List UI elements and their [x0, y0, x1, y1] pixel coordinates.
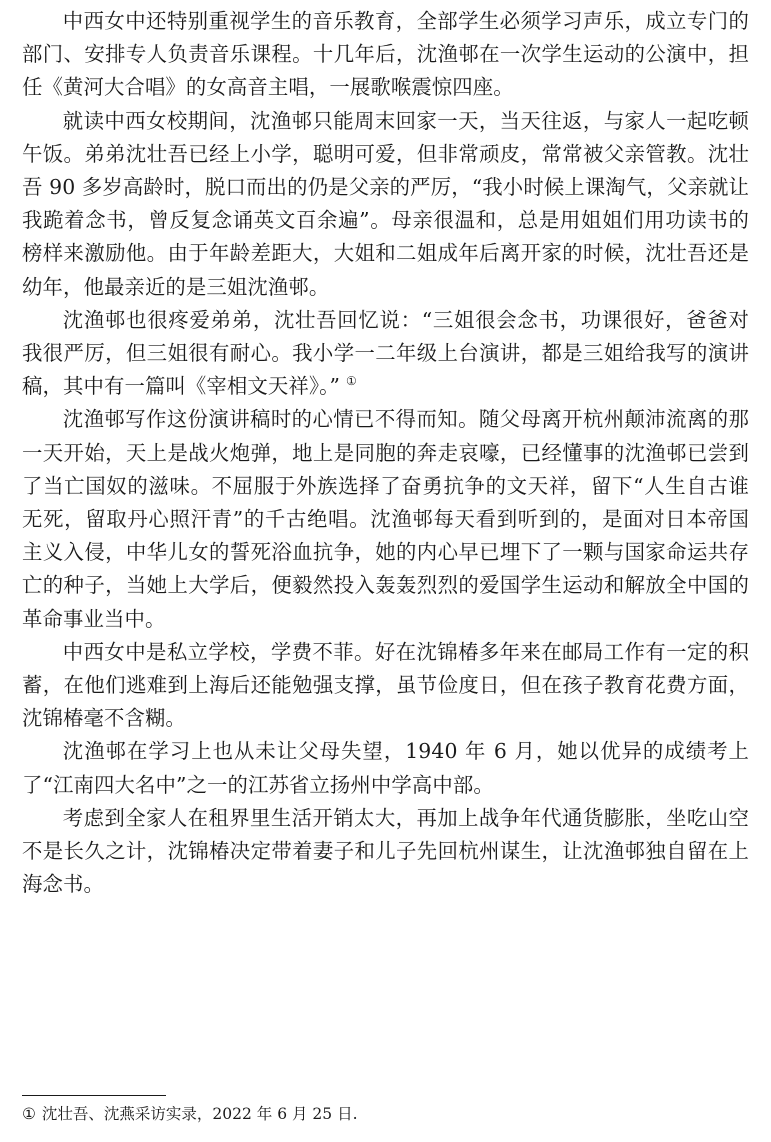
paragraph-3: [22, 304, 749, 404]
paragraph-6: 沈渔邨在学习上也从未让父母失望，1940 年 6 月，她以优异的成绩考上了“江南四大名中”之一的江苏省立扬州中学高中部。: [22, 739, 749, 797]
paragraph-3-text: 沈渔邨也很疼爱弟弟，沈壮吾回忆说：“三姐很会念书，功课很好，爸爸对我很严厉，但三姐很有耐心。我小学一二年级上台演讲，都是三姐给我写的演讲稿，其中有一篇叫《宰相文天祥》。”: [22, 307, 749, 399]
paragraph-5: 中西女中是私立学校，学费不菲。好在沈锦椿多年来在邮局工作有一定的积蓄，在他们逃难到上海后还能勉强支撑，虽节俭度日，但在孩子教育花费方面，沈锦椿毫不含糊。: [22, 639, 749, 731]
paragraph-4: 沈渔邨写作这份演讲稿时的心情已不得而知。随父母离开杭州颠沛流离的那一天开始，天上是战火炮弹，地上是同胞的奔走哀嚎，已经懂事的沈渔邨已尝到了当亡国奴的滋味。不屈服于外族选择了奋勇抗争的文天祥，留下“人生自古谁无死，留取丹心照汗青”的千古绝唱。沈渔邨每天看到听到的，是面对日本帝国主义入侵，中华儿女的誓死浴血抗争，她的内心早已埋下了一颗与国家命运共存亡的种子，当她上大学后，便毅然投入轰轰烈烈的爱国学生运动和解放全中国的革命事业当中。: [22, 407, 749, 631]
paragraph-1: 中西女中还特别重视学生的音乐教育，全部学生必须学习声乐，成立专门的部门、安排专人负责音乐课程。十几年后，沈渔邨在一次学生运动的公演中，担任《黄河大合唱》的女高音主唱，一展歌喉震惊四座。: [22, 9, 749, 100]
footnote-mark: ①: [22, 1105, 36, 1123]
footnote-text: 沈壮吾、沈燕采访实录，2022 年 6 月 25 日.: [41, 1105, 358, 1123]
footnote-divider: [22, 1095, 166, 1096]
document-body: [22, 0, 749, 901]
paragraph-2: 就读中西女校期间，沈渔邨只能周末回家一天，当天往返，与家人一起吃顿午饭。弟弟沈壮吾已经上小学，聪明可爱，但非常顽皮，常常被父亲管教。沈壮吾 90 多岁高龄时，脱口而出的仍是父亲的严厉，“我小时候上课淘气，父亲就让我跪着念书，曾反复念诵英文百余遍”。母亲很温和，总是用姐姐们用功读书的榜样来激励他。由于年龄差距大，大姐和二姐成年后离开家的时候，沈壮吾还是幼年，他最亲近的是三姐沈渔邨。: [22, 108, 749, 299]
footnote: [22, 1102, 358, 1126]
paragraph-7: 考虑到全家人在租界里生活开销太大，再加上战争年代通货膨胀，坐吃山空不是长久之计，沈锦椿决定带着妻子和儿子先回杭州谋生，让沈渔邨独自留在上海念书。: [22, 805, 749, 897]
footnote-reference[interactable]: ①: [345, 374, 357, 389]
